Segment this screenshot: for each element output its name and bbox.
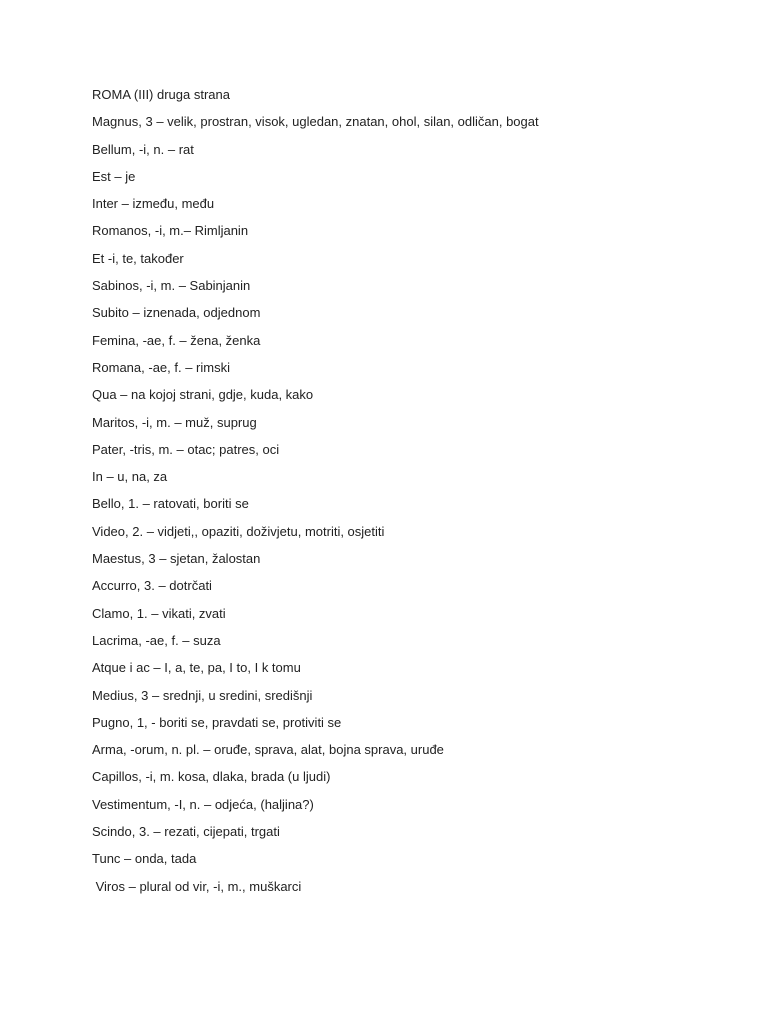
vocab-line: Accurro, 3. – dotrčati <box>92 578 212 594</box>
vocab-line: Scindo, 3. – rezati, cijepati, trgati <box>92 824 280 840</box>
vocab-line: Video, 2. – vidjeti,, opaziti, doživjetu, motriti, osjetiti <box>92 523 385 539</box>
vocab-line: Pugno, 1, - boriti se, pravdati se, protiviti se <box>92 714 342 730</box>
vocab-line: Clamo, 1. – vikati, zvati <box>92 605 226 621</box>
vocab-line: Pater, -tris, m. – otac; patres, oci <box>92 441 280 457</box>
vocab-line: Sabinos, -i, m. – Sabinjanin <box>92 278 251 294</box>
vocab-line: Qua – na kojoj strani, gdje, kuda, kako <box>92 387 314 403</box>
vocab-line: Magnus, 3 – velik, prostran, visok, ugledan, znatan, ohol, silan, odličan, bogat <box>92 114 539 130</box>
vocab-line: Medius, 3 – srednji, u sredini, središnji <box>92 687 313 703</box>
vocab-line: Arma, -orum, n. pl. – oruđe, sprava, alat, bojna sprava, uruđe <box>92 742 444 758</box>
vocab-line: Atque i ac – I, a, te, pa, I to, I k tomu <box>92 660 301 676</box>
vocab-line: Et -i, te, također <box>92 250 184 266</box>
vocab-line: Maestus, 3 – sjetan, žalostan <box>92 551 261 567</box>
vocab-line: Subito – iznenada, odjednom <box>92 305 261 321</box>
vocab-line: Est – je <box>92 168 136 184</box>
vocab-line: Romana, -ae, f. – rimski <box>92 359 230 375</box>
document-title: ROMA (III) druga strana <box>92 87 230 102</box>
vocab-line: Femina, -ae, f. – žena, ženka <box>92 332 261 348</box>
vocab-line: Romanos, -i, m.– Rimljanin <box>92 223 249 239</box>
vocab-line: Vestimentum, -I, n. – odjeća, (haljina?) <box>92 796 314 812</box>
vocabulary-list <box>92 86 732 905</box>
vocab-line: Inter – između, među <box>92 196 215 212</box>
vocab-line: Bellum, -i, n. – rat <box>92 141 194 157</box>
vocab-line: Viros – plural od vir, -i, m., muškarci <box>92 878 302 894</box>
vocab-line: In – u, na, za <box>92 469 168 485</box>
vocab-line: Tunc – onda, tada <box>92 851 197 867</box>
vocab-line: Maritos, -i, m. – muž, suprug <box>92 414 257 430</box>
vocab-line: Lacrima, -ae, f. – suza <box>92 632 221 648</box>
vocab-line: Capillos, -i, m. kosa, dlaka, brada (u ljudi) <box>92 769 331 785</box>
vocab-line: Bello, 1. – ratovati, boriti se <box>92 496 249 512</box>
